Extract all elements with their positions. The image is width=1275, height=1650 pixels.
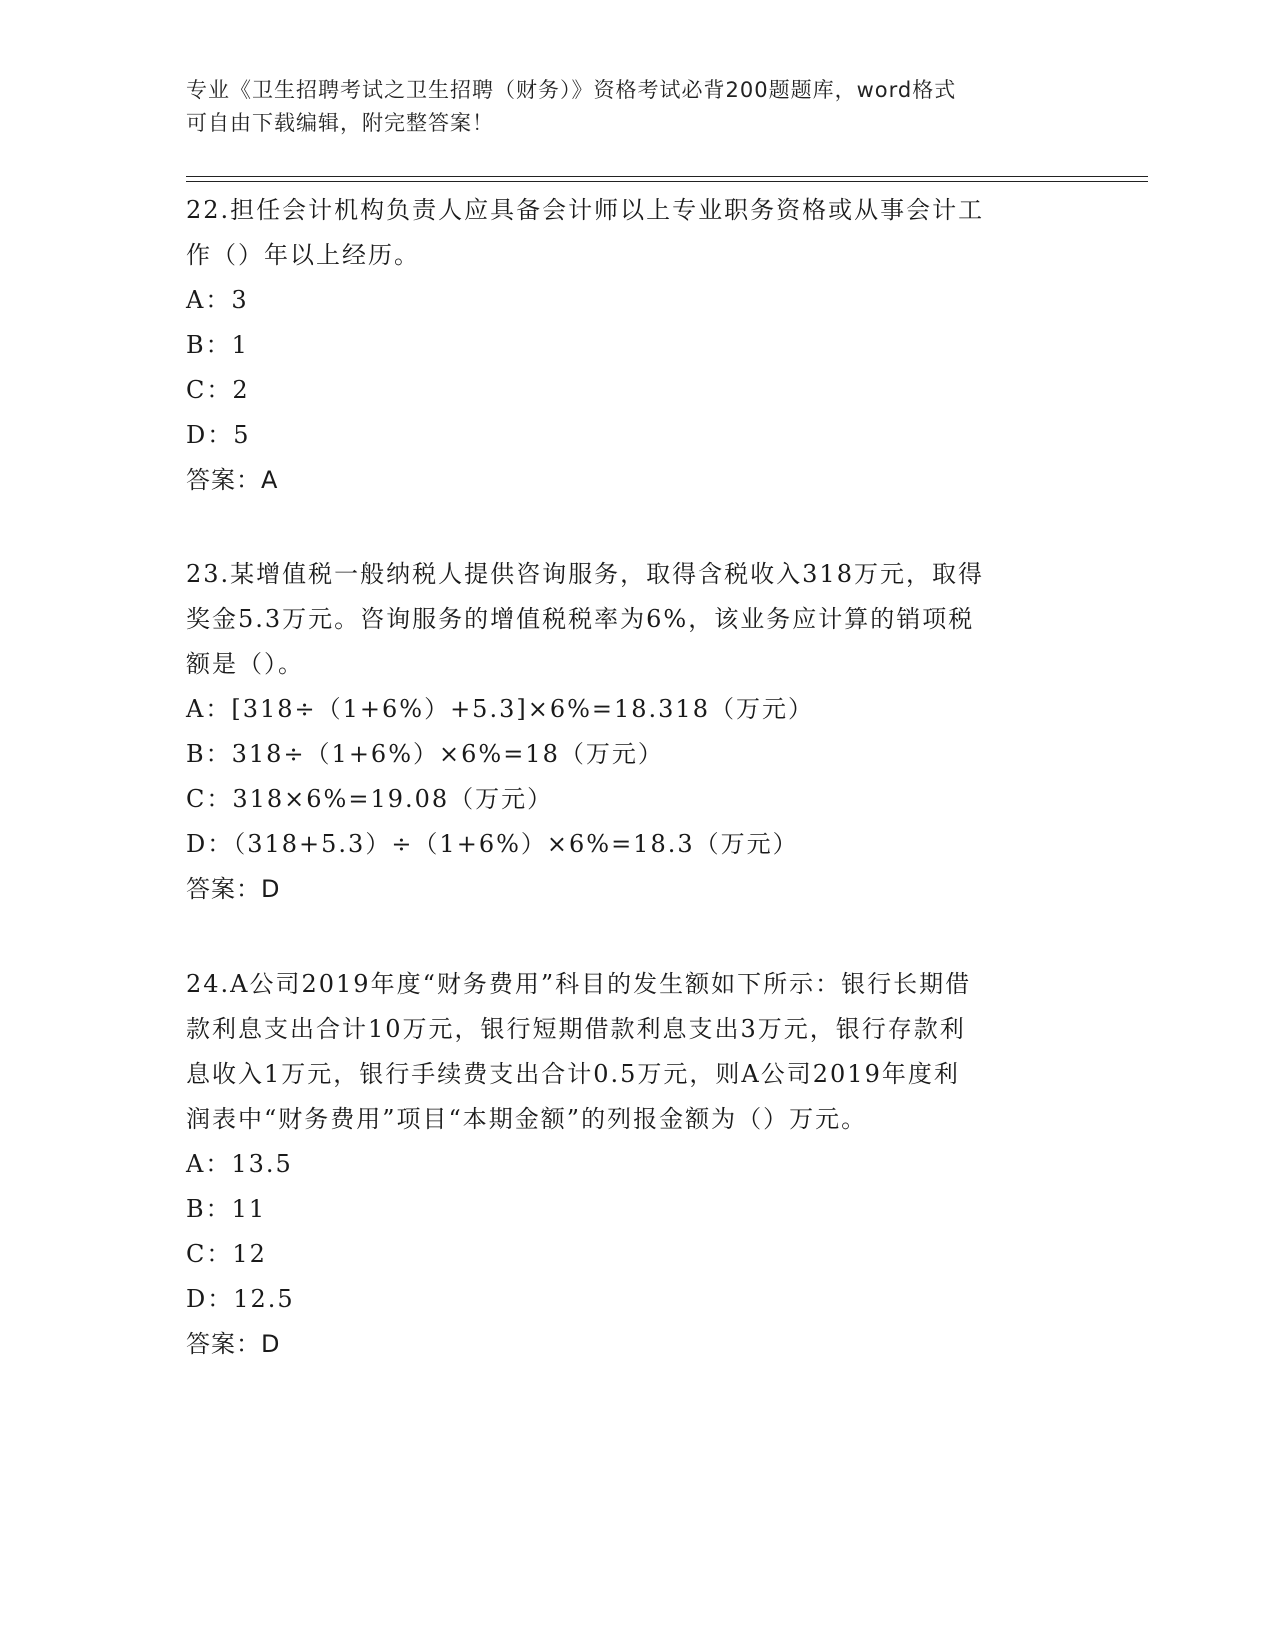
- option-d: D：5: [186, 421, 251, 449]
- stem-line: 22.担任会计机构负责人应具备会计师以上专业职务资格或从事会计工: [186, 196, 985, 224]
- stem-line: 额是（）。: [186, 650, 304, 678]
- option-d: D：（318+5.3）÷（1+6%）×6%=18.3（万元）: [186, 830, 799, 858]
- option-c: C：12: [186, 1240, 267, 1268]
- option-c: C：2: [186, 376, 250, 404]
- option-a: A：3: [186, 286, 249, 314]
- header-line-1: 专业《卫生招聘考试之卫生招聘（财务）》资格考试必背200题题库，word格式: [186, 78, 957, 102]
- header-line-2: 可自由下载编辑，附完整答案！: [186, 111, 494, 135]
- stem-line: 奖金5.3万元。咨询服务的增值税税率为6%，该业务应计算的销项税: [186, 605, 975, 633]
- option-c: C：318×6%=19.08（万元）: [186, 785, 554, 813]
- stem-line: 款利息支出合计10万元，银行短期借款利息支出3万元，银行存款利: [186, 1015, 966, 1043]
- stem-line: 作（）年以上经历。: [186, 241, 420, 269]
- answer-line: 答案：D: [186, 1330, 281, 1358]
- option-a: A：13.5: [186, 1150, 293, 1178]
- question-23: [186, 552, 1086, 912]
- question-stem: [186, 188, 1086, 278]
- question-stem: [186, 552, 1086, 687]
- question-24: [186, 962, 1086, 1367]
- document-header: [186, 74, 1086, 140]
- option-b: B：318÷（1+6%）×6%=18（万元）: [186, 740, 664, 768]
- option-b: B：1: [186, 331, 249, 359]
- stem-line: 23.某增值税一般纳税人提供咨询服务，取得含税收入318万元，取得: [186, 560, 984, 588]
- header-divider-bottom: [186, 181, 1148, 182]
- question-22: [186, 188, 1086, 503]
- option-a: A：[318÷（1+6%）+5.3]×6%=18.318（万元）: [186, 695, 814, 723]
- option-d: D：12.5: [186, 1285, 295, 1313]
- stem-line: 润表中“财务费用”项目“本期金额”的列报金额为（）万元。: [186, 1105, 868, 1133]
- option-b: B：11: [186, 1195, 267, 1223]
- answer-line: 答案：D: [186, 875, 281, 903]
- stem-line: 24.A公司2019年度“财务费用”科目的发生额如下所示：银行长期借: [186, 970, 972, 998]
- answer-line: 答案：A: [186, 466, 279, 494]
- stem-line: 息收入1万元，银行手续费支出合计0.5万元，则A公司2019年度利: [186, 1060, 960, 1088]
- question-stem: [186, 962, 1086, 1142]
- header-divider-top: [186, 176, 1148, 177]
